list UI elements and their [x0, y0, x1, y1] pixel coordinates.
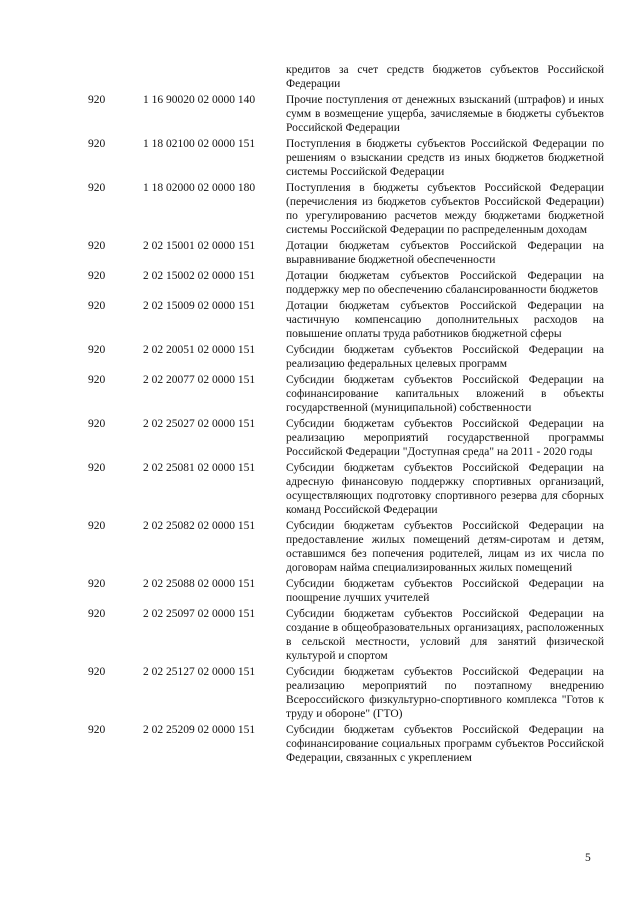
revenue-name-cell: Субсидии бюджетам субъектов Российской Федерации на предоставление жилых помещений детям-сиротам и детям, оставшимся без попечения родителей, лицам из их числа по договорам найма специализированных жилых помещений	[286, 520, 604, 574]
revenue-name-cell: Субсидии бюджетам субъектов Российской Федерации на адресную финансовую поддержку спортивных организаций, осуществляющих подготовку спортивного резерва для сборных команд Российской Федерации	[286, 462, 604, 516]
table-row	[0, 723, 640, 767]
table-row	[0, 181, 640, 239]
table-row	[0, 343, 640, 373]
revenue-name-cell: Поступления в бюджеты субъектов Российской Федерации по решениям о взыскании средств из иных бюджетов бюджетной системы Российской Федерации	[286, 138, 604, 178]
revenue-name-cell: Дотации бюджетам субъектов Российской Федерации на частичную компенсацию дополнительных расходов на повышение оплаты труда работников бюджетной сферы	[286, 300, 604, 340]
table-row	[0, 269, 640, 299]
admin-code-cell: 920	[88, 666, 106, 678]
table-row	[0, 461, 640, 519]
table-row	[0, 63, 640, 93]
admin-code-cell: 920	[88, 182, 106, 194]
revenue-name-cell: Прочие поступления от денежных взысканий (штрафов) и иных сумм в возмещение ущерба, зачисляемые в бюджеты субъектов Российской Федерации	[286, 94, 604, 134]
revenue-name-cell: Дотации бюджетам субъектов Российской Федерации на выравнивание бюджетной обеспеченности	[286, 240, 604, 266]
revenue-name-cell: кредитов за счет средств бюджетов субъектов Российской Федерации	[286, 64, 604, 90]
revenue-name-cell: Дотации бюджетам субъектов Российской Федерации на поддержку мер по обеспечению сбалансированности бюджетов	[286, 270, 604, 296]
budget-code-cell: 2 02 20051 02 0000 151	[143, 344, 256, 356]
admin-code-cell: 920	[88, 578, 106, 590]
table-row	[0, 93, 640, 137]
revenue-name-cell: Субсидии бюджетам субъектов Российской Федерации на софинансирование капитальных вложений в объекты государственной (муниципальной) собственности	[286, 374, 604, 414]
budget-code-cell: 2 02 25081 02 0000 151	[143, 462, 256, 474]
budget-code-cell: 1 18 02000 02 0000 180	[143, 182, 256, 194]
admin-code-cell: 920	[88, 240, 106, 252]
admin-code-cell: 920	[88, 608, 106, 620]
table-row	[0, 519, 640, 577]
admin-code-cell: 920	[88, 520, 106, 532]
budget-code-cell: 2 02 25209 02 0000 151	[143, 724, 256, 736]
table-row	[0, 239, 640, 269]
budget-code-cell: 2 02 15009 02 0000 151	[143, 300, 256, 312]
revenue-name-cell: Субсидии бюджетам субъектов Российской Федерации на реализацию мероприятий государственной программы Российской Федерации "Доступная среда" на 2011 - 2020 годы	[286, 418, 604, 458]
table-row	[0, 299, 640, 343]
admin-code-cell: 920	[88, 270, 106, 282]
admin-code-cell: 920	[88, 94, 106, 106]
budget-code-cell: 1 16 90020 02 0000 140	[143, 94, 256, 106]
table-row	[0, 417, 640, 461]
budget-code-cell: 2 02 25088 02 0000 151	[143, 578, 256, 590]
budget-code-cell: 2 02 15002 02 0000 151	[143, 270, 256, 282]
revenue-name-cell: Поступления в бюджеты субъектов Российской Федерации (перечисления из бюджетов субъектов Российской Федерации) по урегулированию расчетов между бюджетами бюджетной системы Российской Федерации по распределенным доходам	[286, 182, 604, 236]
budget-codes-table	[0, 63, 640, 767]
table-row	[0, 373, 640, 417]
revenue-name-cell: Субсидии бюджетам субъектов Российской Федерации на создание в общеобразовательных организациях, расположенных в сельской местности, условий для занятий физической культурой и спортом	[286, 608, 604, 662]
budget-code-cell: 2 02 25127 02 0000 151	[143, 666, 256, 678]
admin-code-cell: 920	[88, 374, 106, 386]
budget-code-cell: 2 02 25082 02 0000 151	[143, 520, 256, 532]
table-row	[0, 137, 640, 181]
admin-code-cell: 920	[88, 300, 106, 312]
budget-code-cell: 1 18 02100 02 0000 151	[143, 138, 256, 150]
table-row	[0, 607, 640, 665]
table-row	[0, 577, 640, 607]
admin-code-cell: 920	[88, 418, 106, 430]
page-number: 5	[585, 852, 591, 864]
admin-code-cell: 920	[88, 724, 106, 736]
revenue-name-cell: Субсидии бюджетам субъектов Российской Федерации на софинансирование социальных программ субъектов Российской Федерации, связанных с укреплением	[286, 724, 604, 764]
admin-code-cell: 920	[88, 462, 106, 474]
revenue-name-cell: Субсидии бюджетам субъектов Российской Федерации на поощрение лучших учителей	[286, 578, 604, 604]
budget-code-cell: 2 02 25097 02 0000 151	[143, 608, 256, 620]
revenue-name-cell: Субсидии бюджетам субъектов Российской Федерации на реализацию мероприятий по поэтапному внедрению Всероссийского физкультурно-спортивного комплекса "Готов к труду и обороне" (ГТО)	[286, 666, 604, 720]
revenue-name-cell: Субсидии бюджетам субъектов Российской Федерации на реализацию федеральных целевых программ	[286, 344, 604, 370]
budget-code-cell: 2 02 20077 02 0000 151	[143, 374, 256, 386]
budget-code-cell: 2 02 25027 02 0000 151	[143, 418, 256, 430]
admin-code-cell: 920	[88, 344, 106, 356]
table-row	[0, 665, 640, 723]
budget-code-cell: 2 02 15001 02 0000 151	[143, 240, 256, 252]
admin-code-cell: 920	[88, 138, 106, 150]
